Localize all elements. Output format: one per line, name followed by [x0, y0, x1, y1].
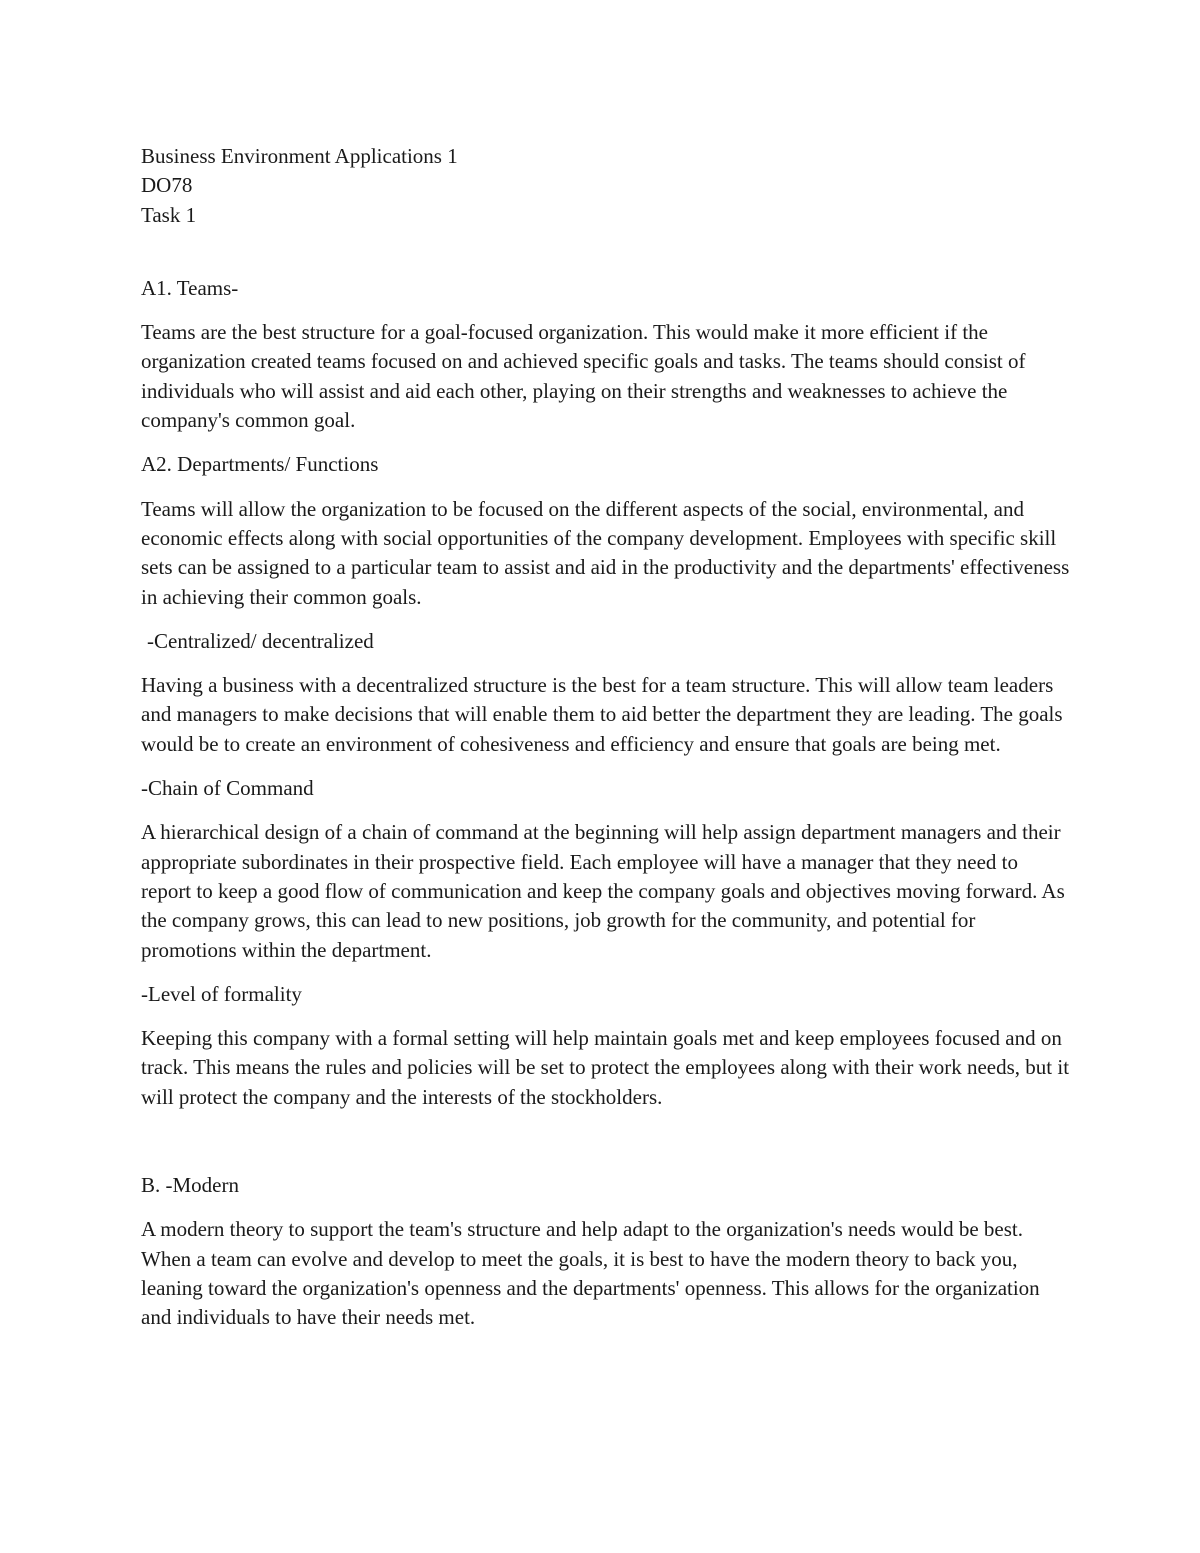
chain-of-command-body: A hierarchical design of a chain of command at the beginning will help assign department managers and their appropriate subordinates in their prospective field. Each employee will have a manager that they need to report to keep a good flow of communication and keep the company goals and objectives moving forward. As the company grows, this can lead to new positions, job growth for the community, and potential for promotions within the department. — [141, 820, 1065, 962]
task-title: Task 1 — [141, 202, 197, 227]
section-a2-body: Teams will allow the organization to be focused on the different aspects of the social, environmental, and economic effects along with social opportunities of the company development. Employees with specific skill sets can be assigned to a particular team to assist and aid in the productivity and the departments' effectiveness in achieving their common goals. — [141, 496, 1070, 609]
centralized-heading: -Centralized/ decentralized — [147, 628, 374, 653]
course-title: Business Environment Applications 1 — [141, 144, 458, 168]
course-code: DO78 — [141, 173, 193, 198]
section-b-body: A modern theory to support the team's structure and help adapt to the organization's needs would be best. When a team can evolve and develop to meet the goals, it is best to have the modern theory to back you, leaning toward the organization's openness and the departments' openness. This allows for the organization and individuals to have their needs met. — [141, 1217, 1040, 1330]
document-page — [141, 142, 1071, 1348]
section-a2-heading: A2. Departments/ Functions — [141, 452, 379, 477]
formality-body: Keeping this company with a formal setting will help maintain goals met and keep employees focused and on track. This means the rules and policies will be set to protect the employees along with their work needs, but it will protect the company and the interests of the stockholders. — [141, 1026, 1070, 1109]
spacer — [141, 1127, 1071, 1171]
section-a1-body: Teams are the best structure for a goal-focused organization. This would make it more efficient if the organization created teams focused on and achieved specific goals and tasks. The teams should consist of individuals who will assist and aid each other, playing on their strengths and weaknesses to achieve the company's common goal. — [141, 320, 1026, 433]
section-a1-heading: A1. Teams- — [141, 275, 239, 300]
formality-heading: -Level of formality — [141, 981, 302, 1006]
spacer — [141, 230, 1071, 274]
centralized-body: Having a business with a decentralized structure is the best for a team structure. This will allow team leaders and managers to make decisions that will enable them to aid better the department they are leading. The goals would be to create an environment of cohesiveness and efficiency and ensure that goals are being met. — [141, 673, 1063, 756]
section-b-heading: B. -Modern — [141, 1173, 239, 1198]
chain-of-command-heading: -Chain of Command — [141, 776, 314, 801]
